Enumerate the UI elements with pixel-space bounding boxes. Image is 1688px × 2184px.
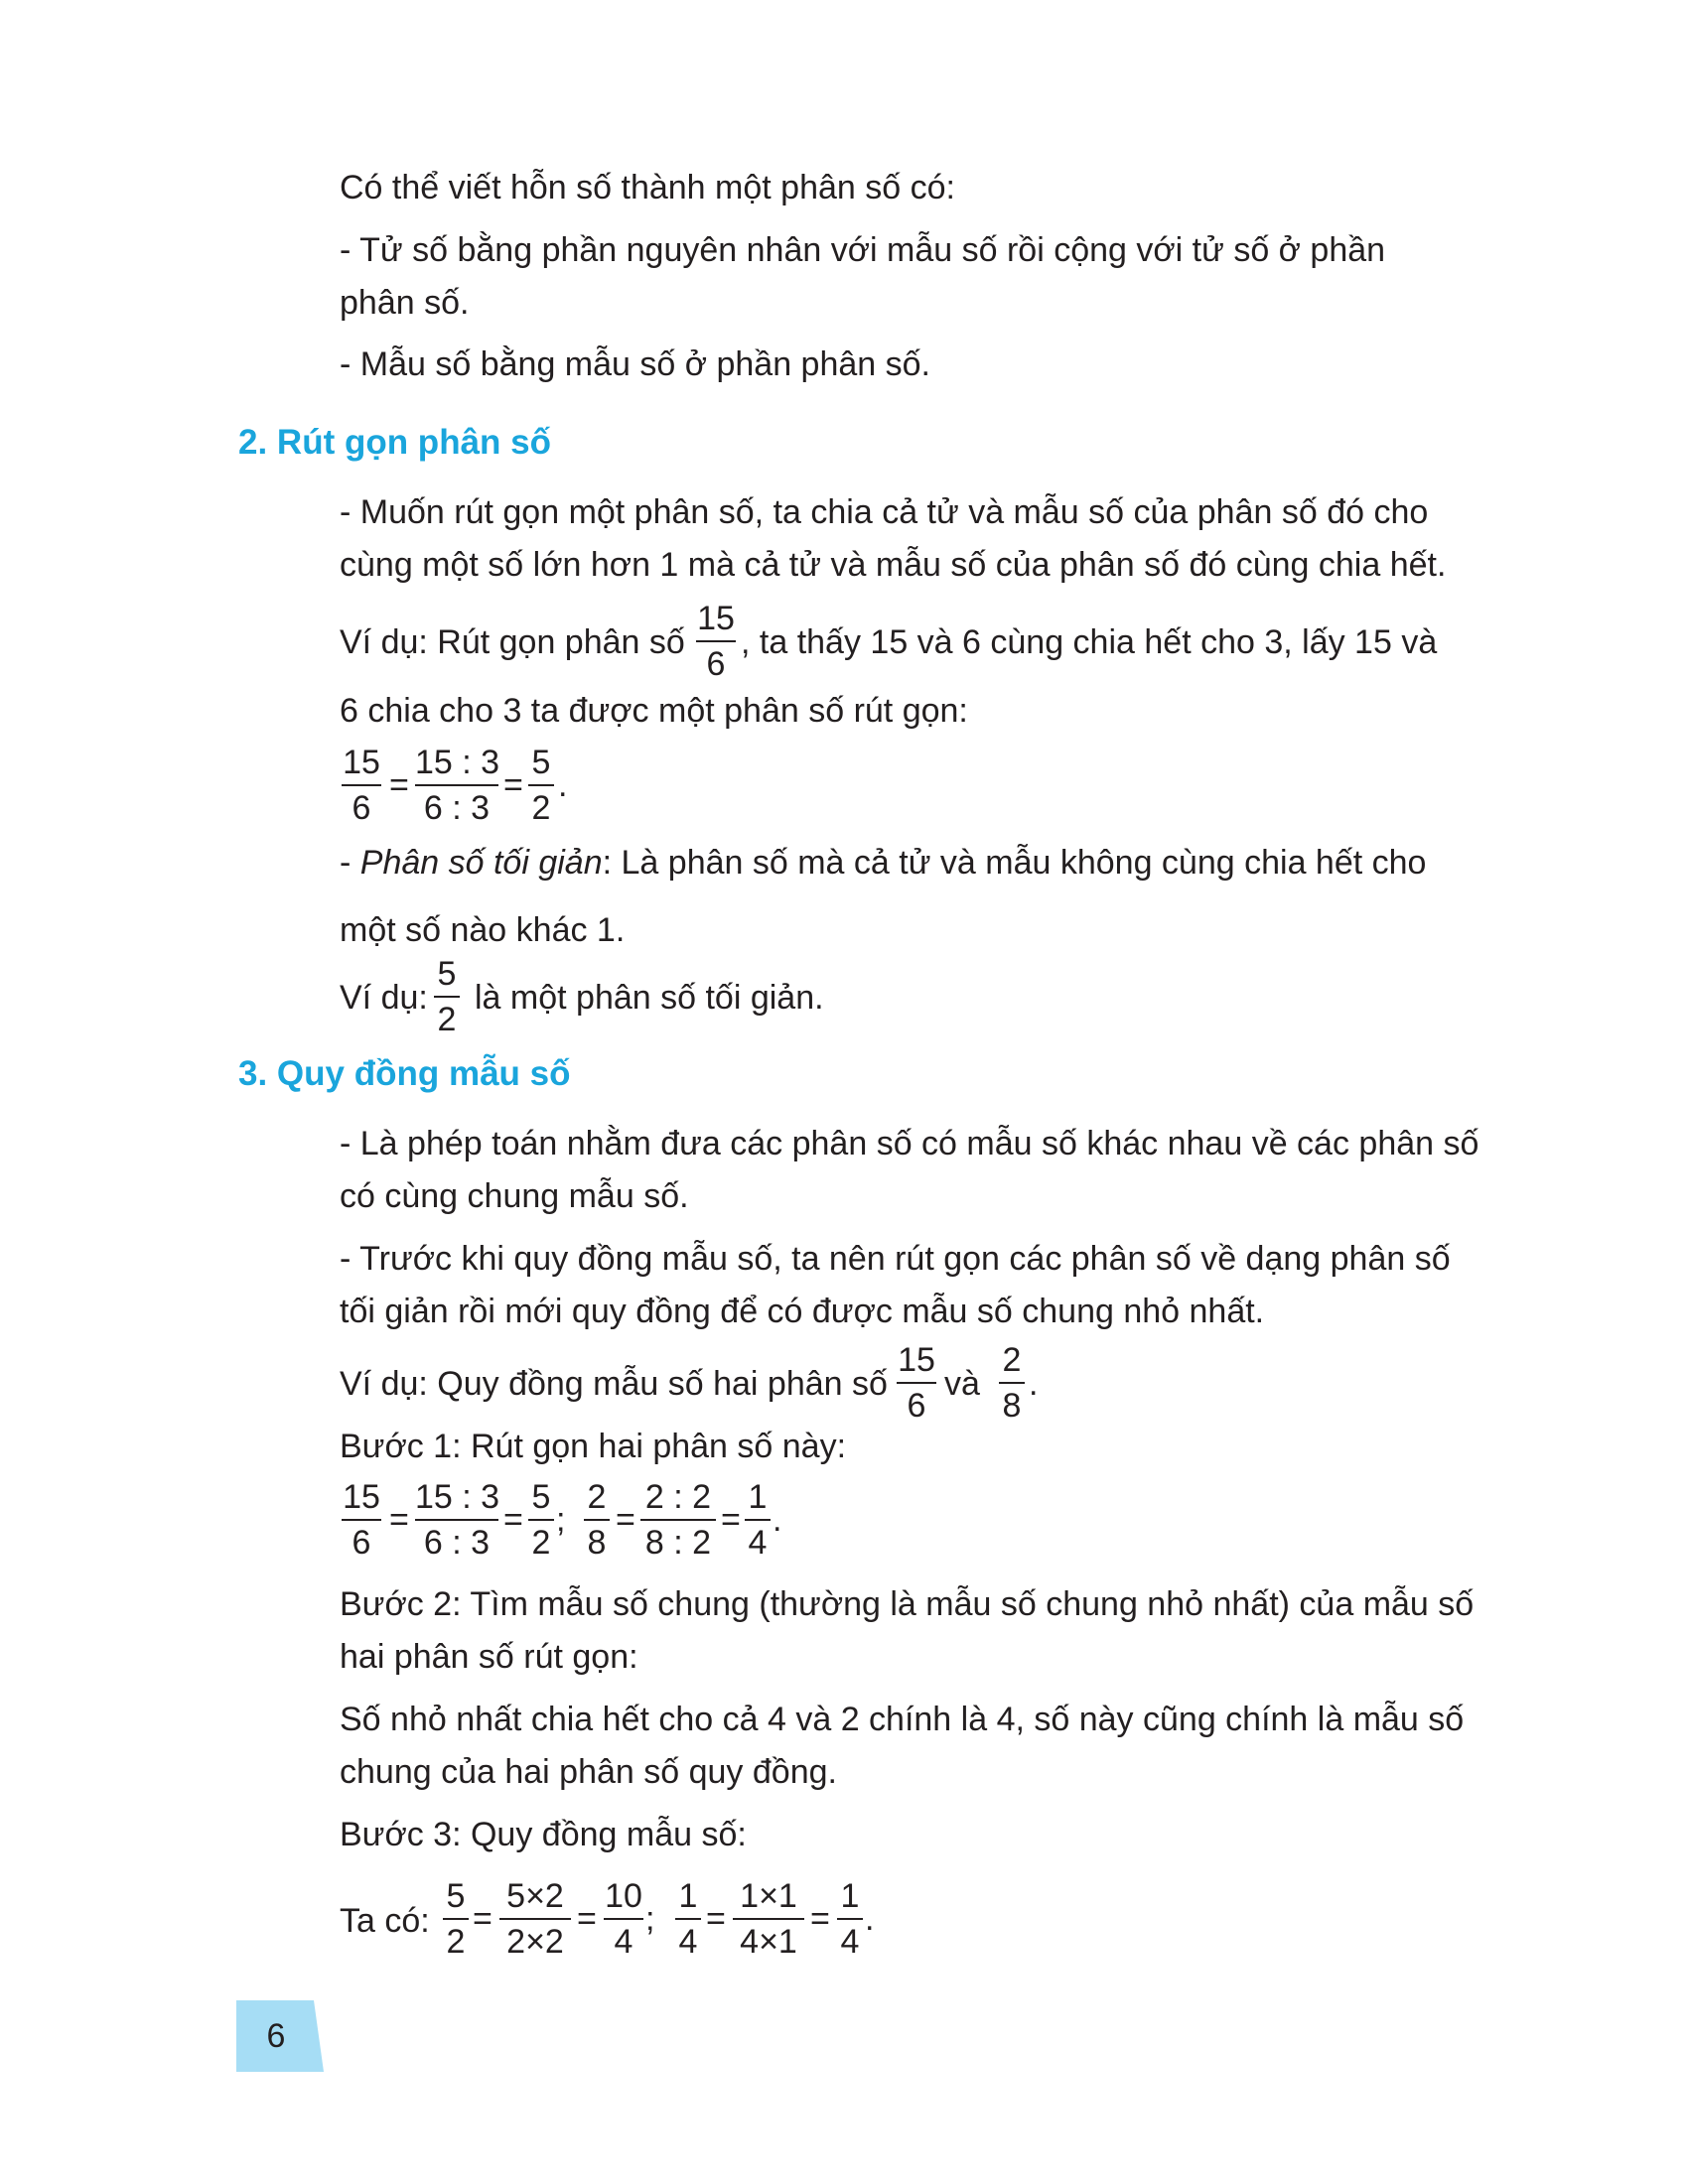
s3-step-1: Bước 1: Rút gọn hai phân số này: bbox=[340, 1428, 847, 1465]
s2-line-1: - Muốn rút gọn một phân số, ta chia cả tử và mẫu số của phân số đó cho bbox=[340, 493, 1429, 531]
s3-step-3: Bước 3: Quy đồng mẫu số: bbox=[340, 1816, 747, 1853]
numerator: 5×2 bbox=[506, 1877, 564, 1915]
fraction bbox=[584, 1480, 610, 1560]
fraction bbox=[837, 1879, 863, 1959]
equals-sign: = bbox=[721, 1501, 741, 1539]
denominator: 2 bbox=[437, 1001, 457, 1038]
numerator: 2 bbox=[587, 1478, 607, 1516]
period: . bbox=[558, 766, 568, 804]
semicolon: ; bbox=[556, 1501, 566, 1539]
denominator: 6 : 3 bbox=[423, 1524, 491, 1562]
equals-sign: = bbox=[503, 1501, 523, 1539]
period: . bbox=[865, 1900, 875, 1938]
denominator: 8 bbox=[1002, 1387, 1022, 1425]
period: . bbox=[1029, 1365, 1039, 1403]
s3-line-4: tối giản rồi mới quy đồng để có được mẫu số chung nhỏ nhất. bbox=[340, 1293, 1265, 1330]
definition-rest: : Là phân số mà cả tử và mẫu không cùng chia hết cho bbox=[602, 844, 1427, 882]
fraction bbox=[342, 1480, 381, 1560]
s2-line-3: 6 chia cho 3 ta được một phân số rút gọn: bbox=[340, 692, 968, 730]
s2-definition bbox=[340, 846, 1426, 880]
s3-step-2-line-1: Bước 2: Tìm mẫu số chung (thường là mẫu số chung nhỏ nhất) của mẫu số bbox=[340, 1585, 1475, 1623]
numerator: 15 bbox=[343, 1478, 380, 1516]
denominator: 6 bbox=[706, 645, 726, 683]
equals-sign: = bbox=[389, 1501, 409, 1539]
fraction bbox=[897, 1343, 936, 1423]
numerator: 15 bbox=[697, 600, 735, 637]
numerator: 15 bbox=[898, 1341, 935, 1379]
denominator: 2 bbox=[446, 1923, 466, 1961]
equals-sign: = bbox=[503, 766, 523, 804]
fraction bbox=[675, 1879, 701, 1959]
numerator: 5 bbox=[446, 1877, 466, 1915]
s3-line-6: chung của hai phân số quy đồng. bbox=[340, 1753, 837, 1791]
intro-line-3: phân số. bbox=[340, 284, 470, 322]
fraction bbox=[745, 1480, 771, 1560]
semicolon: ; bbox=[645, 1900, 655, 1938]
s3-example-and: và bbox=[944, 1365, 980, 1403]
denominator: 2 bbox=[531, 789, 551, 827]
denominator: 6 : 3 bbox=[423, 789, 491, 827]
s3-line-3: - Trước khi quy đồng mẫu số, ta nên rút gọn các phân số về dạng phân số bbox=[340, 1240, 1451, 1278]
s3-ta-co: Ta có: bbox=[340, 1902, 430, 1940]
equals-sign: = bbox=[810, 1900, 830, 1938]
fraction bbox=[415, 746, 498, 825]
section-heading-3: 3. Quy đồng mẫu số bbox=[238, 1054, 571, 1093]
denominator: 4 bbox=[840, 1923, 860, 1961]
numerator: 1 bbox=[840, 1877, 860, 1915]
definition-dash: - bbox=[340, 844, 360, 882]
denominator: 4×1 bbox=[740, 1923, 797, 1961]
s3-line-1: - Là phép toán nhằm đưa các phân số có mẫu số khác nhau về các phân số bbox=[340, 1125, 1479, 1162]
section-heading-2: 2. Rút gọn phân số bbox=[238, 423, 551, 462]
s3-line-5: Số nhỏ nhất chia hết cho cả 4 và 2 chính là 4, số này cũng chính là mẫu số bbox=[340, 1701, 1465, 1738]
denominator: 6 bbox=[907, 1387, 926, 1425]
fraction bbox=[499, 1879, 571, 1959]
denominator: 8 bbox=[587, 1524, 607, 1562]
fraction bbox=[415, 1480, 498, 1560]
numerator: 5 bbox=[531, 744, 551, 781]
numerator: 10 bbox=[605, 1877, 642, 1915]
definition-term: Phân số tối giản bbox=[359, 844, 603, 882]
numerator: 2 bbox=[1002, 1341, 1022, 1379]
denominator: 4 bbox=[748, 1524, 768, 1562]
fraction bbox=[604, 1879, 643, 1959]
numerator: 15 bbox=[343, 744, 380, 781]
numerator: 5 bbox=[531, 1478, 551, 1516]
equals-sign: = bbox=[706, 1900, 726, 1938]
s3-line-2: có cùng chung mẫu số. bbox=[340, 1177, 689, 1215]
numerator: 1 bbox=[678, 1877, 698, 1915]
s3-step-2-line-2: hai phân số rút gọn: bbox=[340, 1638, 638, 1676]
equals-sign: = bbox=[616, 1501, 635, 1539]
fraction bbox=[443, 1879, 469, 1959]
numerator: 2 : 2 bbox=[644, 1478, 712, 1516]
equals-sign: = bbox=[389, 766, 409, 804]
s2-line-4: một số nào khác 1. bbox=[340, 911, 626, 949]
numerator: 1×1 bbox=[740, 1877, 797, 1915]
numerator: 15 : 3 bbox=[415, 744, 500, 781]
fraction bbox=[528, 1480, 554, 1560]
numerator: 5 bbox=[437, 955, 457, 993]
fraction bbox=[999, 1343, 1025, 1423]
s2-line-2: cùng một số lớn hơn 1 mà cả tử và mẫu số của phân số đó cùng chia hết. bbox=[340, 546, 1447, 584]
denominator: 8 : 2 bbox=[644, 1524, 712, 1562]
equals-sign: = bbox=[473, 1900, 492, 1938]
fraction bbox=[733, 1879, 804, 1959]
period: . bbox=[773, 1501, 782, 1539]
intro-line-1: Có thể viết hỗn số thành một phân số có: bbox=[340, 169, 955, 206]
denominator: 6 bbox=[352, 789, 371, 827]
denominator: 4 bbox=[678, 1923, 698, 1961]
s2-example-text-b: , ta thấy 15 và 6 cùng chia hết cho 3, lấy 15 và bbox=[741, 623, 1438, 661]
s2-example2-text-a: Ví dụ: bbox=[340, 979, 428, 1017]
fraction bbox=[434, 957, 460, 1036]
denominator: 2×2 bbox=[506, 1923, 564, 1961]
s3-example-text: Ví dụ: Quy đồng mẫu số hai phân số bbox=[340, 1365, 888, 1403]
fraction bbox=[342, 746, 381, 825]
denominator: 4 bbox=[614, 1923, 633, 1961]
fraction bbox=[640, 1480, 716, 1560]
s2-example-text-a: Ví dụ: Rút gọn phân số bbox=[340, 623, 685, 661]
numerator: 1 bbox=[748, 1478, 768, 1516]
s2-example2-text-b: là một phân số tối giản. bbox=[475, 979, 824, 1017]
equals-sign: = bbox=[577, 1900, 597, 1938]
fraction bbox=[528, 746, 554, 825]
intro-line-4: - Mẫu số bằng mẫu số ở phần phân số. bbox=[340, 345, 930, 383]
numerator: 15 : 3 bbox=[415, 1478, 500, 1516]
page-number: 6 bbox=[266, 2017, 286, 2055]
denominator: 6 bbox=[352, 1524, 371, 1562]
fraction bbox=[696, 602, 736, 681]
page-number-tab bbox=[236, 2000, 324, 2072]
intro-line-2: - Tử số bằng phần nguyên nhân với mẫu số rồi cộng với tử số ở phần bbox=[340, 231, 1386, 269]
denominator: 2 bbox=[531, 1524, 551, 1562]
